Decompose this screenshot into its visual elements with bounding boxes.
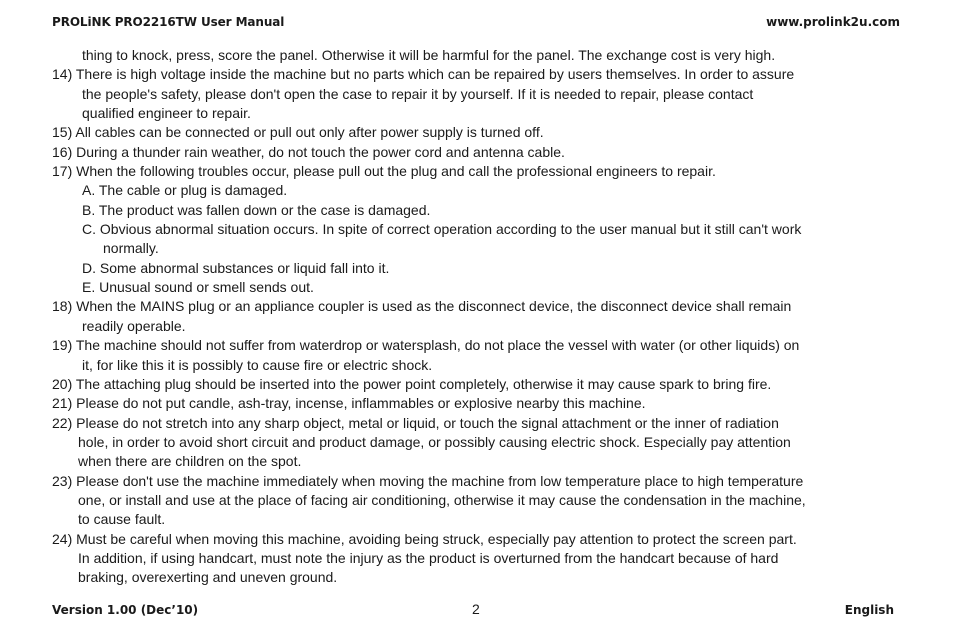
sub-item-d: D. Some abnormal substances or liquid fall into it. [82,259,390,276]
item-22: 22) Please do not stretch into any sharp object, metal or liquid, or touch the signal attachment or the inner of radiation [52,414,779,431]
text-line: it, for like this it is possibly to cause fire or electric shock. [82,356,433,373]
text-line: one, or install and use at the place of facing air conditioning, otherwise it may cause the condensation in the machine, [78,491,806,508]
text-line: normally. [103,240,159,257]
footer-language: English [844,603,894,617]
sub-item-c: C. Obvious abnormal situation occurs. In spite of correct operation according to the user manual but it still can't work [82,221,802,238]
header-title: PROLiNK PRO2216TW User Manual [52,15,285,29]
footer-version: Version 1.00 (Dec’10) [52,603,199,617]
text-line: the people's safety, please don't open the case to repair it by yourself. If it is needed to repair, please contact [82,85,754,102]
text-line: thing to knock, press, score the panel. Otherwise it will be harmful for the panel. The exchange cost is very high. [82,47,776,63]
page-number: 2 [472,601,480,617]
item-20: 20) The attaching plug should be inserted into the power point completely, otherwise it may cause spark to bring fire. [52,375,772,392]
text-line: braking, overexerting and uneven ground. [78,569,338,586]
item-14: 14) There is high voltage inside the machine but no parts which can be repaired by users themselves. In order to assure [52,66,795,83]
text-line: qualified engineer to repair. [82,105,251,122]
item-16: 16) During a thunder rain weather, do not touch the power cord and antenna cable. [52,143,565,160]
item-24: 24) Must be careful when moving this machine, avoiding being struck, especially pay attention to protect the screen part. [52,530,797,547]
manual-body [52,46,902,588]
sub-item-b: B. The product was fallen down or the case is damaged. [82,201,431,218]
sub-item-a: A. The cable or plug is damaged. [82,182,288,199]
text-line: readily operable. [82,317,186,334]
sub-item-e: E. Unusual sound or smell sends out. [82,279,314,296]
item-23: 23) Please don't use the machine immediately when moving the machine from low temperature place to high temperature [52,472,804,489]
item-17: 17) When the following troubles occur, please pull out the plug and call the professional engineers to repair. [52,163,716,180]
item-15: 15) All cables can be connected or pull out only after power supply is turned off. [52,124,544,141]
text-line: when there are children on the spot. [78,453,302,470]
text-line: to cause fault. [78,511,166,528]
text-line: In addition, if using handcart, must note the injury as the product is overturned from the handcart because of hard [78,549,779,566]
header-website: www.prolink2u.com [766,15,900,29]
text-line: hole, in order to avoid short circuit and product damage, or possibly causing electric shock. Especially pay attention [78,433,791,450]
item-19: 19) The machine should not suffer from waterdrop or watersplash, do not place the vessel with water (or other liquids) on [52,337,800,354]
item-21: 21) Please do not put candle, ash-tray, incense, inflammables or explosive nearby this machine. [52,395,646,412]
item-18: 18) When the MAINS plug or an appliance coupler is used as the disconnect device, the disconnect device shall remain [52,298,792,315]
